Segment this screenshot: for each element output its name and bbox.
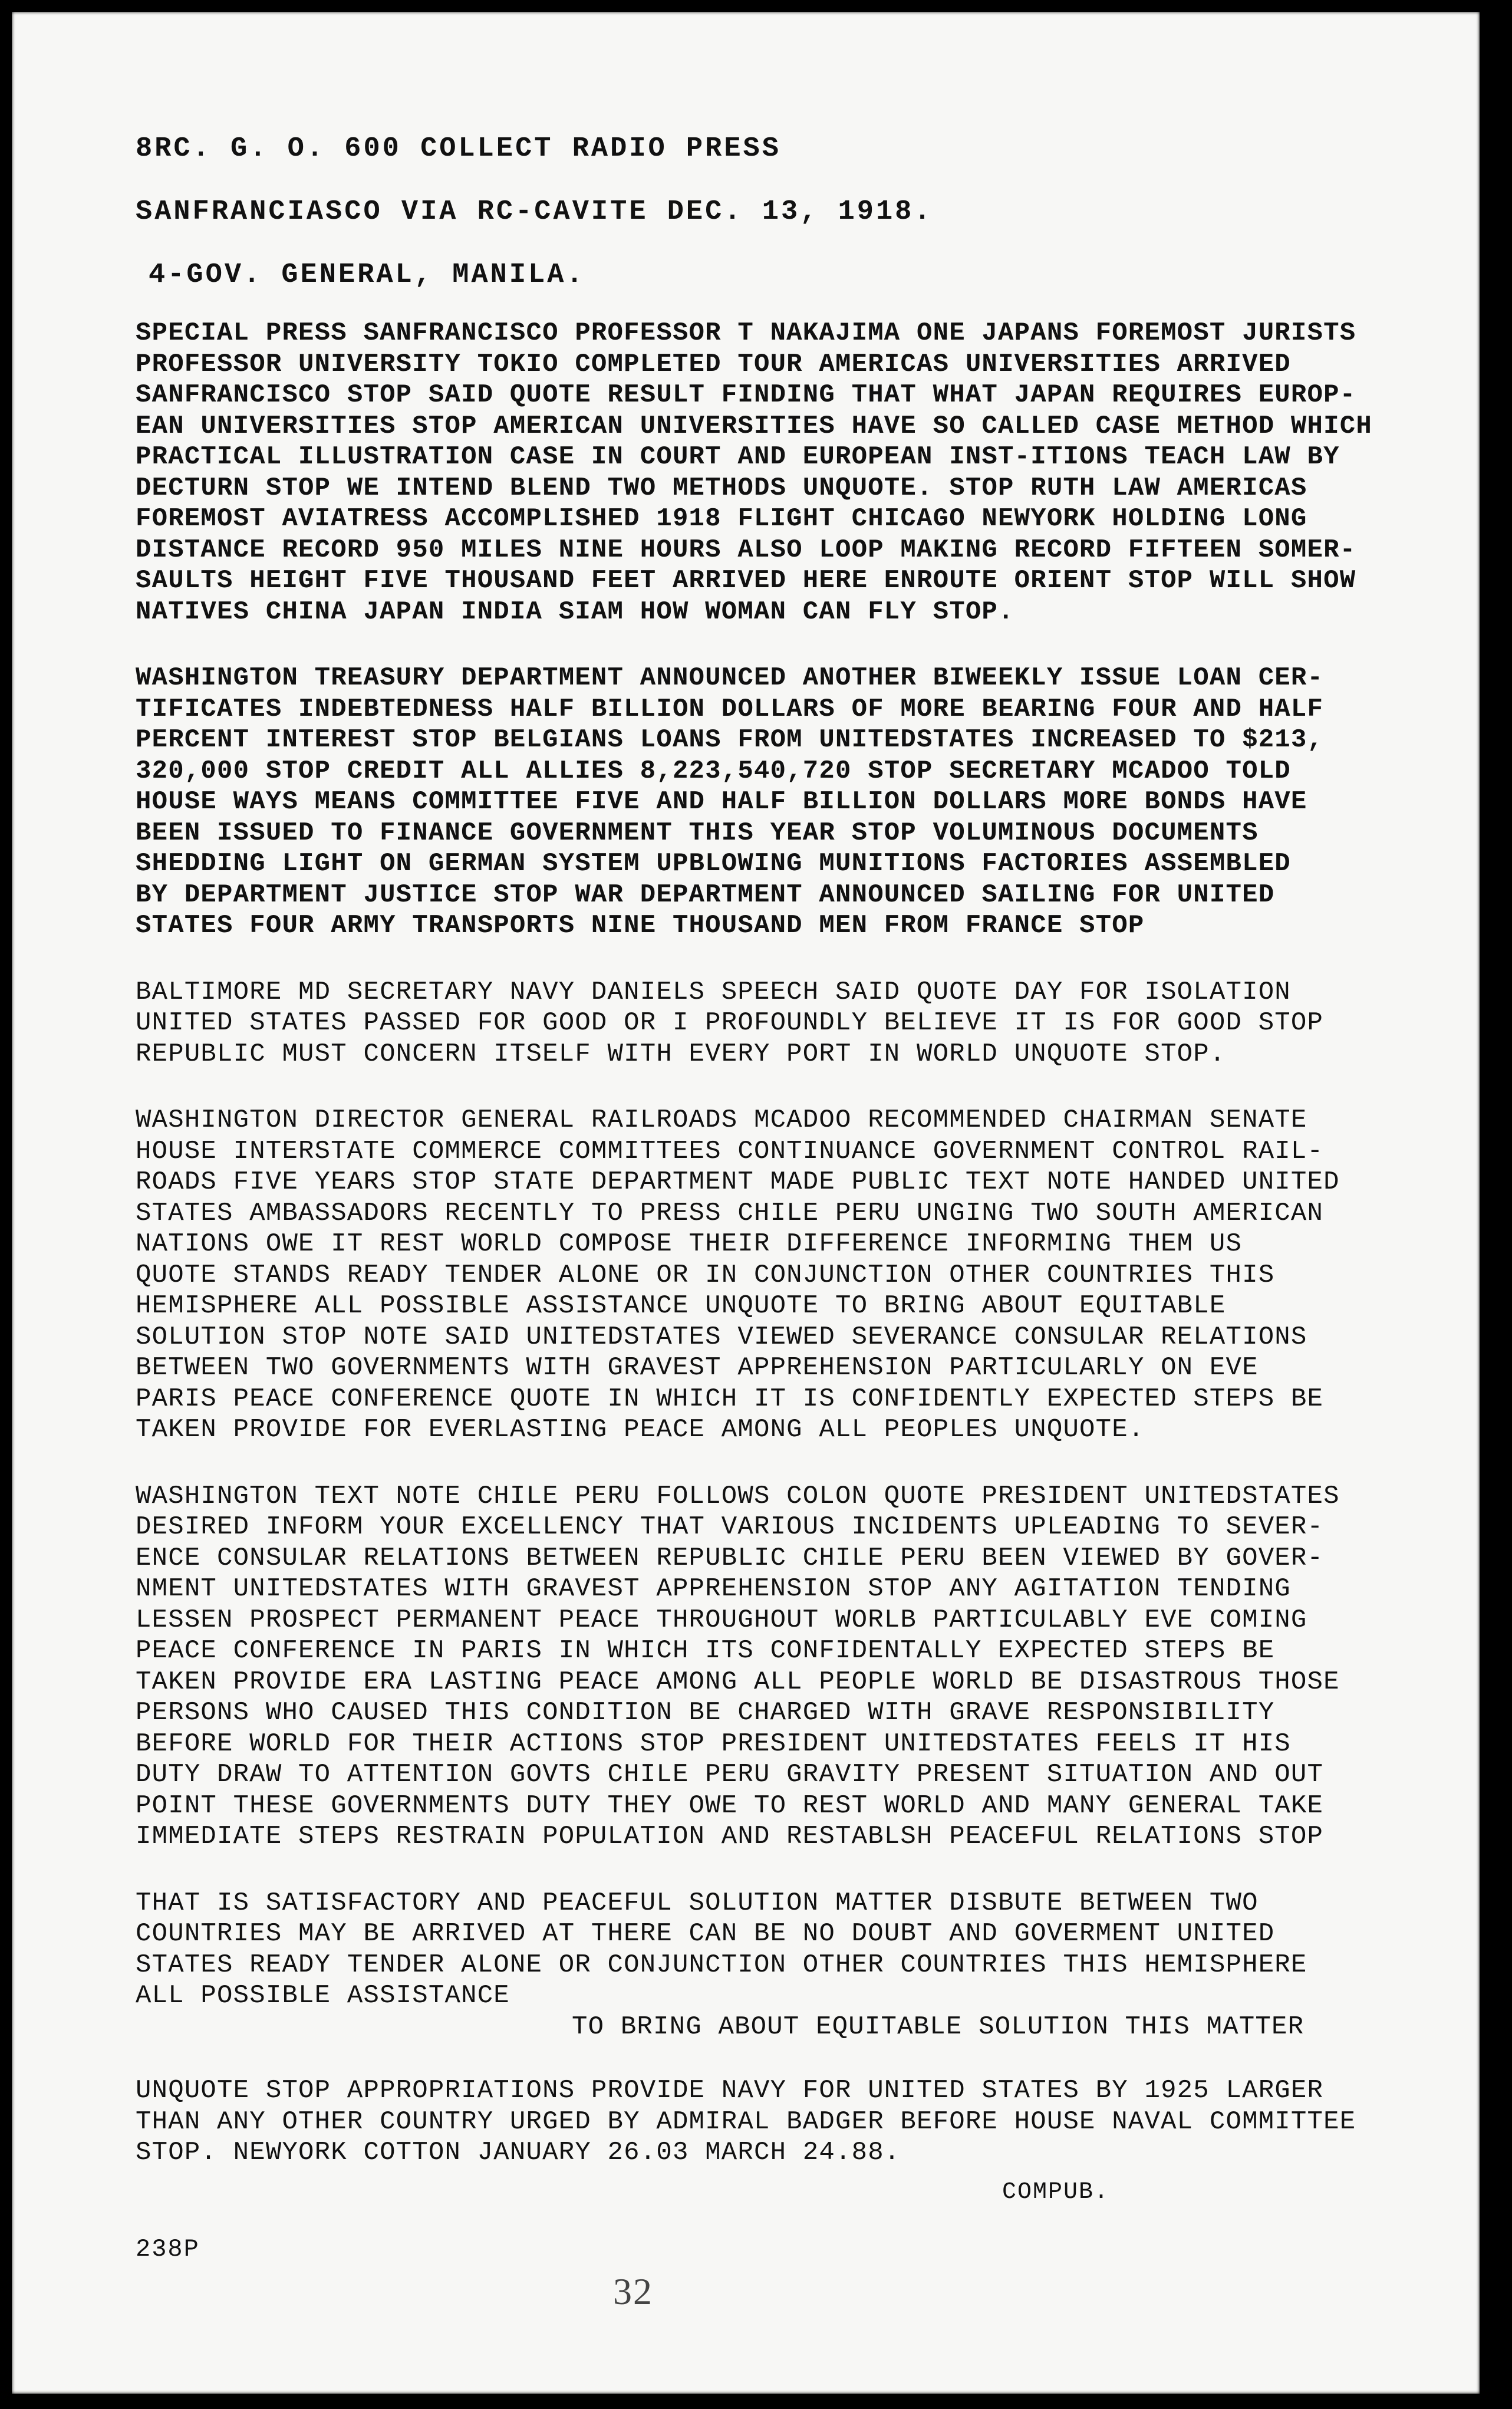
text-line: FOREMOST AVIATRESS ACCOMPLISHED 1918 FLIGHT CHICAGO NEWYORK HOLDING LONG (136, 504, 1307, 534)
text-line: WASHINGTON TREASURY DEPARTMENT ANNOUNCED ANOTHER BIWEEKLY ISSUE LOAN CER- (136, 663, 1324, 693)
text-line: NATIONS OWE IT REST WORLD COMPOSE THEIR DIFFERENCE INFORMING THEM US (136, 1229, 1243, 1259)
text-line: STATES AMBASSADORS RECENTLY TO PRESS CHILE PERU UNGING TWO SOUTH AMERICAN (136, 1198, 1324, 1228)
paragraph-3 (136, 977, 1480, 1070)
text-line: SANFRANCISCO STOP SAID QUOTE RESULT FINDING THAT WHAT JAPAN REQUIRES EUROP- (136, 380, 1356, 410)
text-line: THAT IS SATISFACTORY AND PEACEFUL SOLUTION MATTER DISBUTE BETWEEN TWO (136, 1888, 1259, 1918)
header-line-3: 4-GOV. GENERAL, MANILA. (149, 259, 585, 291)
text-line: HOUSE INTERSTATE COMMERCE COMMITTEES CONTINUANCE GOVERNMENT CONTROL RAIL- (136, 1136, 1324, 1166)
text-line: ENCE CONSULAR RELATIONS BETWEEN REPUBLIC CHILE PERU BEEN VIEWED BY GOVER- (136, 1543, 1324, 1573)
text-line: BY DEPARTMENT JUSTICE STOP WAR DEPARTMENT ANNOUNCED SAILING FOR UNITED (136, 880, 1275, 910)
text-line: HOUSE WAYS MEANS COMMITTEE FIVE AND HALF BILLION DOLLARS MORE BONDS HAVE (136, 787, 1307, 817)
scan-border (1499, 0, 1512, 2409)
text-line: TIFICATES INDEBTEDNESS HALF BILLION DOLLARS OF MORE BEARING FOUR AND HALF (136, 694, 1324, 724)
header-line-1: 8RC. G. O. 600 COLLECT RADIO PRESS (136, 133, 781, 164)
text-line: PARIS PEACE CONFERENCE QUOTE IN WHICH IT IS CONFIDENTLY EXPECTED STEPS BE (136, 1384, 1324, 1414)
text-line: EAN UNIVERSITIES STOP AMERICAN UNIVERSITIES HAVE SO CALLED CASE METHOD WHICH (136, 411, 1372, 441)
text-line: QUOTE STANDS READY TENDER ALONE OR IN CONJUNCTION OTHER COUNTRIES THIS (136, 1260, 1275, 1290)
text-line: BEEN ISSUED TO FINANCE GOVERNMENT THIS YEAR STOP VOLUMINOUS DOCUMENTS (136, 818, 1259, 848)
text-line: 320,000 STOP CREDIT ALL ALLIES 8,223,540,720 STOP SECRETARY MCADOO TOLD (136, 756, 1291, 786)
text-line: ROADS FIVE YEARS STOP STATE DEPARTMENT MADE PUBLIC TEXT NOTE HANDED UNITED (136, 1167, 1340, 1197)
text-line: STATES FOUR ARMY TRANSPORTS NINE THOUSAND MEN FROM FRANCE STOP (136, 911, 1145, 940)
text-line-indented: TO BRING ABOUT EQUITABLE SOLUTION THIS MATTER (572, 2012, 1305, 2042)
text-line: ALL POSSIBLE ASSISTANCE (136, 1981, 510, 2010)
text-line: SOLUTION STOP NOTE SAID UNITEDSTATES VIEWED SEVERANCE CONSULAR RELATIONS (136, 1322, 1307, 1352)
text-line: REPUBLIC MUST CONCERN ITSELF WITH EVERY PORT IN WORLD UNQUOTE STOP. (136, 1039, 1226, 1069)
signature: COMPUB. (1002, 2178, 1110, 2206)
text-line: NMENT UNITEDSTATES WITH GRAVEST APPREHENSION STOP ANY AGITATION TENDING (136, 1574, 1291, 1604)
text-line: THAN ANY OTHER COUNTRY URGED BY ADMIRAL BADGER BEFORE HOUSE NAVAL COMMITTEE (136, 2107, 1356, 2137)
paragraph-6 (136, 1888, 1480, 2043)
text-line: UNQUOTE STOP APPROPRIATIONS PROVIDE NAVY FOR UNITED STATES BY 1925 LARGER (136, 2076, 1324, 2105)
text-line: NATIVES CHINA JAPAN INDIA SIAM HOW WOMAN CAN FLY STOP. (136, 597, 1014, 627)
text-line: DECTURN STOP WE INTEND BLEND TWO METHODS UNQUOTE. STOP RUTH LAW AMERICAS (136, 473, 1307, 503)
text-line: PRACTICAL ILLUSTRATION CASE IN COURT AND EUROPEAN INST-ITIONS TEACH LAW BY (136, 442, 1340, 472)
text-line: DESIRED INFORM YOUR EXCELLENCY THAT VARIOUS INCIDENTS UPLEADING TO SEVER- (136, 1512, 1324, 1542)
text-line: SPECIAL PRESS SANFRANCISCO PROFESSOR T NAKAJIMA ONE JAPANS FOREMOST JURISTS (136, 318, 1356, 348)
text-line: BETWEEN TWO GOVERNMENTS WITH GRAVEST APPREHENSION PARTICULARLY ON EVE (136, 1353, 1259, 1383)
text-line: POINT THESE GOVERNMENTS DUTY THEY OWE TO REST WORLD AND MANY GENERAL TAKE (136, 1791, 1324, 1821)
paragraph-4 (136, 1105, 1480, 1446)
text-line: HEMISPHERE ALL POSSIBLE ASSISTANCE UNQUOTE TO BRING ABOUT EQUITABLE (136, 1291, 1226, 1321)
text-line: STOP. NEWYORK COTTON JANUARY 26.03 MARCH 24.88. (136, 2138, 901, 2167)
text-line: WASHINGTON DIRECTOR GENERAL RAILROADS MCADOO RECOMMENDED CHAIRMAN SENATE (136, 1105, 1307, 1135)
paragraph-5 (136, 1481, 1480, 1852)
text-line: WASHINGTON TEXT NOTE CHILE PERU FOLLOWS COLON QUOTE PRESIDENT UNITEDSTATES (136, 1481, 1340, 1511)
text-line: SAULTS HEIGHT FIVE THOUSAND FEET ARRIVED HERE ENROUTE ORIENT STOP WILL SHOW (136, 566, 1356, 595)
paragraph-2 (136, 663, 1480, 942)
header-line-2: SANFRANCIASCO VIA RC-CAVITE DEC. 13, 1918. (136, 196, 933, 228)
text-line: BALTIMORE MD SECRETARY NAVY DANIELS SPEECH SAID QUOTE DAY FOR ISOLATION (136, 977, 1291, 1007)
text-line: UNITED STATES PASSED FOR GOOD OR I PROFOUNDLY BELIEVE IT IS FOR GOOD STOP (136, 1008, 1324, 1038)
text-line: DUTY DRAW TO ATTENTION GOVTS CHILE PERU GRAVITY PRESENT SITUATION AND OUT (136, 1760, 1324, 1789)
text-line: DISTANCE RECORD 950 MILES NINE HOURS ALSO LOOP MAKING RECORD FIFTEEN SOMER- (136, 535, 1356, 565)
text-line: COUNTRIES MAY BE ARRIVED AT THERE CAN BE NO DOUBT AND GOVERMENT UNITED (136, 1919, 1275, 1949)
message-code: 238P (136, 2234, 200, 2263)
text-line: TAKEN PROVIDE FOR EVERLASTING PEACE AMONG ALL PEOPLES UNQUOTE. (136, 1415, 1145, 1444)
text-line: PEACE CONFERENCE IN PARIS IN WHICH ITS CONFIDENTALLY EXPECTED STEPS BE (136, 1636, 1275, 1666)
text-line: TAKEN PROVIDE ERA LASTING PEACE AMONG ALL PEOPLE WORLD BE DISASTROUS THOSE (136, 1667, 1340, 1697)
text-line: IMMEDIATE STEPS RESTRAIN POPULATION AND RESTABLSH PEACEFUL RELATIONS STOP (136, 1822, 1324, 1851)
text-line: BEFORE WORLD FOR THEIR ACTIONS STOP PRESIDENT UNITEDSTATES FEELS IT HIS (136, 1729, 1291, 1759)
telegram-body (136, 133, 1480, 2263)
page-number: 32 (613, 2270, 653, 2312)
text-line: PERSONS WHO CAUSED THIS CONDITION BE CHARGED WITH GRAVE RESPONSIBILITY (136, 1698, 1275, 1727)
text-line: LESSEN PROSPECT PERMANENT PEACE THROUGHOUT WORLB PARTICULABLY EVE COMING (136, 1605, 1307, 1635)
text-line: SHEDDING LIGHT ON GERMAN SYSTEM UPBLOWING MUNITIONS FACTORIES ASSEMBLED (136, 849, 1291, 878)
document-page (12, 12, 1480, 2394)
paragraph-1 (136, 318, 1480, 627)
text-line: PERCENT INTEREST STOP BELGIANS LOANS FROM UNITEDSTATES INCREASED TO $213, (136, 725, 1324, 755)
text-line: PROFESSOR UNIVERSITY TOKIO COMPLETED TOUR AMERICAS UNIVERSITIES ARRIVED (136, 349, 1291, 379)
text-line: STATES READY TENDER ALONE OR CONJUNCTION OTHER COUNTRIES THIS HEMISPHERE (136, 1950, 1307, 1980)
closing-paragraph (136, 2075, 1480, 2168)
